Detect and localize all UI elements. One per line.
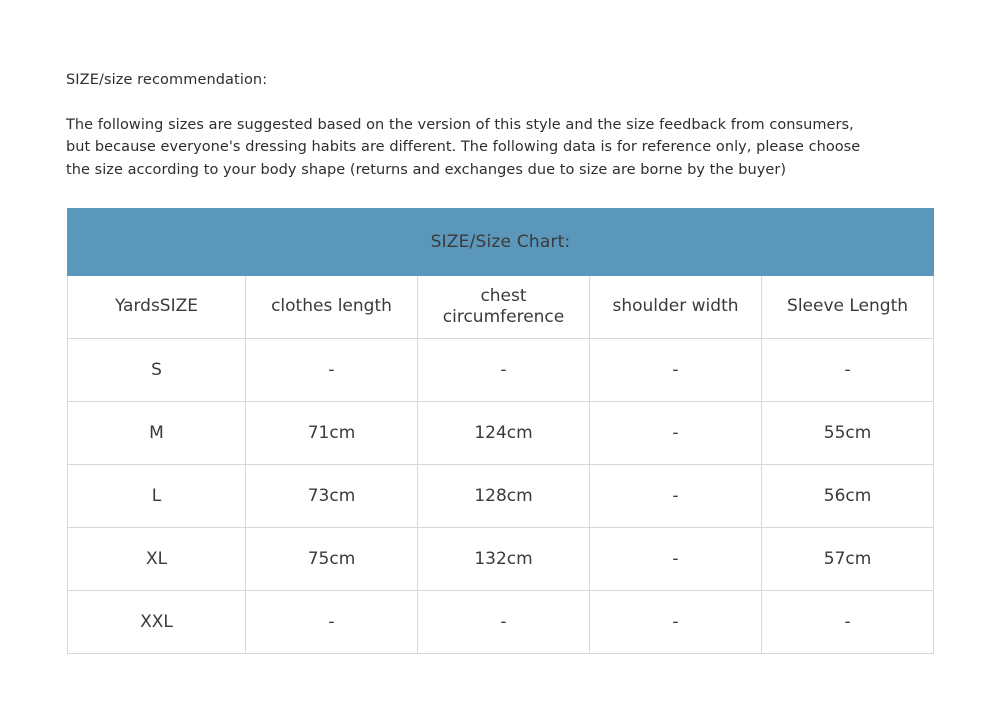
header-shoulder-width: shoulder width — [590, 276, 762, 339]
cell-clothes-length: - — [246, 339, 418, 402]
cell-size: XL — [68, 528, 246, 591]
header-chest-circumference: chest circumference — [418, 276, 590, 339]
table-row — [68, 528, 934, 591]
cell-sleeve: 55cm — [762, 402, 934, 465]
table-banner-row — [68, 209, 934, 276]
cell-size: M — [68, 402, 246, 465]
cell-sleeve: - — [762, 339, 934, 402]
cell-clothes-length: 73cm — [246, 465, 418, 528]
page-title: SIZE/size recommendation: — [66, 72, 268, 88]
cell-sleeve: - — [762, 591, 934, 654]
cell-clothes-length: - — [246, 591, 418, 654]
cell-size: S — [68, 339, 246, 402]
table-row — [68, 591, 934, 654]
intro-block — [66, 70, 946, 181]
table-header-row — [68, 276, 934, 339]
cell-shoulder: - — [590, 402, 762, 465]
cell-size: L — [68, 465, 246, 528]
cell-shoulder: - — [590, 591, 762, 654]
header-clothes-length: clothes length — [246, 276, 418, 339]
cell-sleeve: 57cm — [762, 528, 934, 591]
cell-shoulder: - — [590, 528, 762, 591]
cell-size: XXL — [68, 591, 246, 654]
cell-clothes-length: 75cm — [246, 528, 418, 591]
intro-line-1: The following sizes are suggested based on the version of this style and the size feedback from consumers, — [66, 116, 854, 133]
intro-paragraph — [66, 114, 946, 181]
cell-chest: 128cm — [418, 465, 590, 528]
table-row — [68, 402, 934, 465]
cell-chest: - — [418, 591, 590, 654]
size-chart-table — [67, 208, 934, 654]
cell-chest: 124cm — [418, 402, 590, 465]
cell-shoulder: - — [590, 339, 762, 402]
cell-clothes-length: 71cm — [246, 402, 418, 465]
cell-chest: - — [418, 339, 590, 402]
header-sleeve-length: Sleeve Length — [762, 276, 934, 339]
table-row — [68, 465, 934, 528]
cell-shoulder: - — [590, 465, 762, 528]
size-chart-table-wrap — [67, 208, 933, 654]
intro-line-3: the size according to your body shape (returns and exchanges due to size are borne by the buyer) — [66, 161, 787, 178]
cell-sleeve: 56cm — [762, 465, 934, 528]
table-row — [68, 339, 934, 402]
cell-chest: 132cm — [418, 528, 590, 591]
table-banner-label: SIZE/Size Chart: — [68, 209, 934, 276]
intro-line-2: but because everyone's dressing habits are different. The following data is for reference only, please choose — [66, 139, 861, 156]
header-yards-size: YardsSIZE — [68, 276, 246, 339]
